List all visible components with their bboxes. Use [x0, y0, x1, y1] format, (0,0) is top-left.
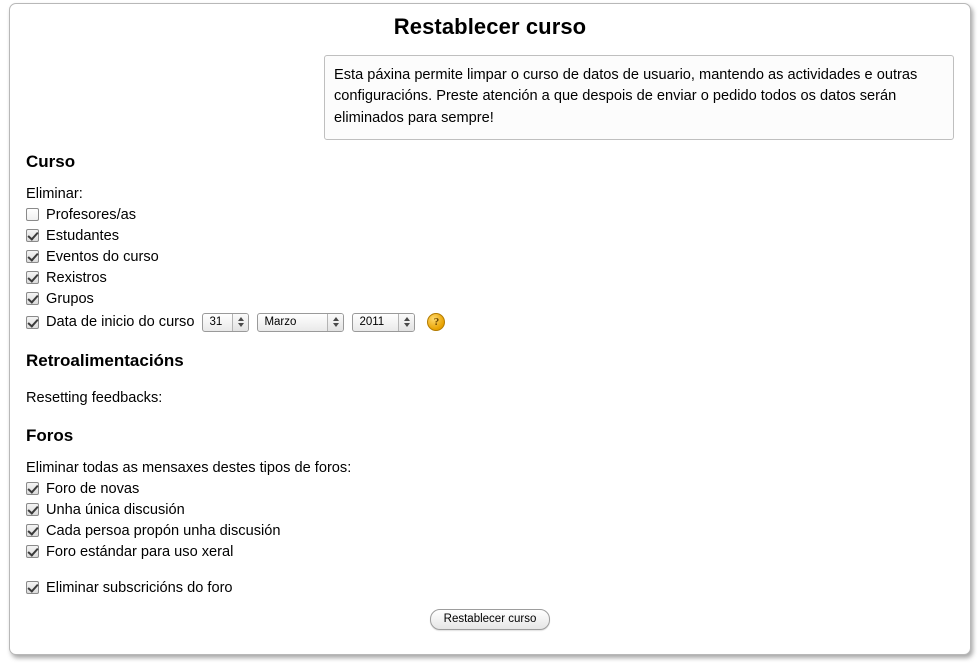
checkbox-news-forum[interactable]: [26, 482, 39, 495]
help-icon[interactable]: ?: [427, 313, 445, 331]
checkbox-label-groups: Grupos: [46, 290, 94, 307]
feedback-reset-label: Resetting feedbacks:: [26, 390, 163, 406]
checkbox-groups[interactable]: [26, 292, 39, 305]
checkbox-row-students[interactable]: [26, 225, 958, 246]
checkbox-row-each-person-discussion[interactable]: [26, 520, 958, 541]
checkbox-row-groups[interactable]: [26, 288, 958, 309]
checkbox-standard-forum[interactable]: [26, 545, 39, 558]
course-reset-page: [9, 3, 971, 655]
select-year[interactable]: [352, 313, 415, 332]
checkbox-row-news-forum[interactable]: [26, 478, 958, 499]
checkbox-teachers[interactable]: [26, 208, 39, 221]
checkbox-row-teachers[interactable]: [26, 204, 958, 225]
select-year-value: 2011: [359, 316, 385, 328]
reset-form: [26, 152, 958, 598]
reset-course-button[interactable]: Restablecer curso: [430, 609, 551, 630]
page-title: Restablecer curso: [393, 14, 587, 39]
checkbox-forum-subscriptions[interactable]: [26, 581, 39, 594]
checkbox-label-start-date: Data de inicio do curso: [46, 314, 195, 330]
forum-delete-label: Eliminar todas as mensaxes destes tipos de foros:: [26, 460, 352, 476]
select-month[interactable]: [257, 313, 344, 332]
checkbox-label-students: Estudantes: [46, 227, 120, 244]
checkbox-label-standard-forum: Foro estándar para uso xeral: [46, 543, 234, 560]
select-day[interactable]: [202, 313, 249, 332]
checkbox-label-news-forum: Foro de novas: [46, 480, 140, 497]
submit-area: [10, 609, 970, 630]
checkbox-course-events[interactable]: [26, 250, 39, 263]
select-month-value: Marzo: [264, 316, 297, 328]
section-heading-course: Curso: [26, 152, 76, 171]
checkbox-row-logs[interactable]: [26, 267, 958, 288]
checkbox-label-forum-subscriptions: Eliminar subscricións do foro: [46, 579, 233, 596]
checkbox-label-logs: Rexistros: [46, 269, 107, 286]
stepper-arrows-icon[interactable]: [398, 314, 414, 331]
checkbox-label-course-events: Eventos do curso: [46, 248, 159, 265]
checkbox-row-forum-subscriptions[interactable]: [26, 577, 958, 598]
checkbox-row-single-discussion[interactable]: [26, 499, 958, 520]
section-heading-feedback: Retroalimentacións: [26, 351, 184, 370]
checkbox-label-single-discussion: Unha única discusión: [46, 501, 185, 518]
checkbox-row-course-events[interactable]: [26, 246, 958, 267]
checkbox-start-date[interactable]: [26, 316, 39, 329]
checkbox-label-each-person-discussion: Cada persoa propón unha discusión: [46, 522, 281, 539]
section-heading-forums: Foros: [26, 426, 74, 445]
select-day-value: 31: [209, 316, 223, 328]
stepper-arrows-icon[interactable]: [232, 314, 248, 331]
stepper-arrows-icon[interactable]: [327, 314, 343, 331]
info-box: Esta páxina permite limpar o curso de datos de usuario, mantendo as actividades e outras configuracións. Preste atención a que despois de enviar o pedido todos os datos serán eliminados para sempre!: [324, 55, 954, 140]
checkbox-students[interactable]: [26, 229, 39, 242]
checkbox-single-discussion[interactable]: [26, 503, 39, 516]
checkbox-row-standard-forum[interactable]: [26, 541, 958, 562]
checkbox-row-start-date[interactable]: [26, 309, 958, 335]
checkbox-each-person-discussion[interactable]: [26, 524, 39, 537]
checkbox-label-teachers: Profesores/as: [46, 206, 137, 223]
checkbox-logs[interactable]: [26, 271, 39, 284]
course-delete-label: Eliminar:: [26, 186, 83, 202]
